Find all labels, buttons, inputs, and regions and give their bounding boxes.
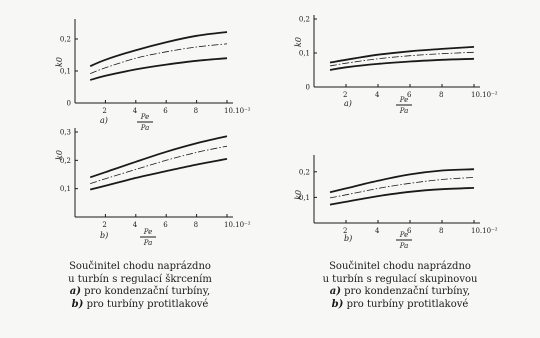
series-line-solid: [90, 32, 227, 66]
x-tick-label: 10.10⁻²: [224, 221, 251, 229]
x-axis-label-numerator: Pe: [140, 113, 150, 121]
x-axis-label-denominator: Pa: [399, 107, 409, 115]
x-tick-label: 2: [343, 91, 348, 99]
x-tick-label: 6: [407, 227, 412, 235]
caption-left-text-b: pro turbíny protitlakové: [83, 298, 209, 310]
y-tick-label: 0,2: [298, 168, 310, 177]
panel-label: b): [344, 234, 353, 243]
y-axis-label: k0: [294, 37, 303, 47]
y-tick-label: 0,2: [298, 15, 310, 24]
y-tick-label: 0,1: [298, 49, 310, 58]
caption-left: [40, 261, 240, 311]
caption-left-label-b: b): [71, 298, 84, 310]
x-axis-label-denominator: Pa: [140, 124, 150, 132]
x-axis-label-denominator: Pa: [143, 239, 153, 247]
series-line-solid: [90, 58, 227, 80]
panel-label: a): [100, 116, 108, 125]
y-tick-label: 0,1: [298, 193, 310, 202]
chart-bottom-left: [40, 127, 251, 257]
x-tick-label: 10.10⁻²: [471, 227, 498, 235]
y-tick-label: 0,3: [59, 128, 71, 137]
y-tick-label: 0,2: [59, 35, 71, 44]
x-axis-label-numerator: Pe: [399, 231, 409, 239]
panel-label: a): [344, 99, 352, 108]
x-tick-label: 6: [163, 221, 168, 229]
x-tick-label: 8: [193, 107, 199, 115]
x-tick-label: 4: [132, 107, 138, 115]
x-tick-label: 8: [439, 227, 444, 235]
x-tick-label: 2: [343, 227, 348, 235]
caption-right-label-a: a): [329, 286, 341, 297]
caption-right-line1: Součinitel chodu naprázdno: [329, 261, 471, 272]
y-tick-label: 0: [66, 99, 71, 108]
x-tick-label: 4: [132, 221, 138, 229]
chart-top-right: [282, 12, 498, 122]
x-tick-label: 6: [163, 107, 168, 115]
y-axis-label: k0: [55, 150, 64, 160]
caption-right-label-b: b): [331, 298, 344, 310]
x-tick-label: 6: [407, 91, 412, 99]
x-axis-label-numerator: Pe: [399, 96, 409, 104]
caption-right-text-a: pro kondenzační turbíny,: [340, 286, 471, 297]
series-line-dashdot: [90, 146, 227, 183]
caption-right-text-b: pro turbíny protitlakové: [343, 298, 469, 310]
y-tick-label: 0,1: [59, 185, 71, 194]
caption-left-label-a: a): [69, 286, 81, 297]
x-tick-label: 8: [439, 91, 444, 99]
panel-label: b): [100, 231, 109, 240]
chart-top-left: [40, 20, 251, 140]
caption-right-line2: u turbín s regulací skupinovou: [322, 273, 478, 285]
chart-bottom-right: [282, 147, 498, 257]
caption-left-line2: u turbín s regulací škrcením: [68, 273, 212, 285]
x-tick-label: 4: [375, 91, 380, 99]
y-axis-label: k0: [294, 189, 303, 200]
caption-left-text-a: pro kondenzační turbíny,: [80, 286, 211, 297]
x-axis-label-numerator: Pe: [143, 228, 153, 236]
series-line-solid: [330, 188, 474, 205]
caption-right: [295, 261, 505, 311]
x-tick-label: 10.10⁻²: [471, 91, 498, 99]
series-line-solid: [330, 59, 474, 70]
y-tick-label: 0: [305, 83, 310, 92]
x-axis-label-denominator: Pa: [399, 242, 409, 250]
x-tick-label: 2: [102, 107, 107, 115]
series-line-solid: [90, 136, 227, 177]
x-tick-label: 10.10⁻²: [224, 107, 251, 115]
y-tick-label: 0,2: [59, 156, 71, 165]
x-tick-label: 2: [102, 221, 107, 229]
x-tick-label: 8: [193, 221, 199, 229]
series-line-solid: [90, 159, 227, 190]
caption-left-line1: Součinitel chodu naprázdno: [69, 261, 211, 272]
y-axis-label: k0: [55, 57, 64, 67]
y-tick-label: 0,1: [59, 67, 71, 76]
x-tick-label: 4: [375, 227, 380, 235]
